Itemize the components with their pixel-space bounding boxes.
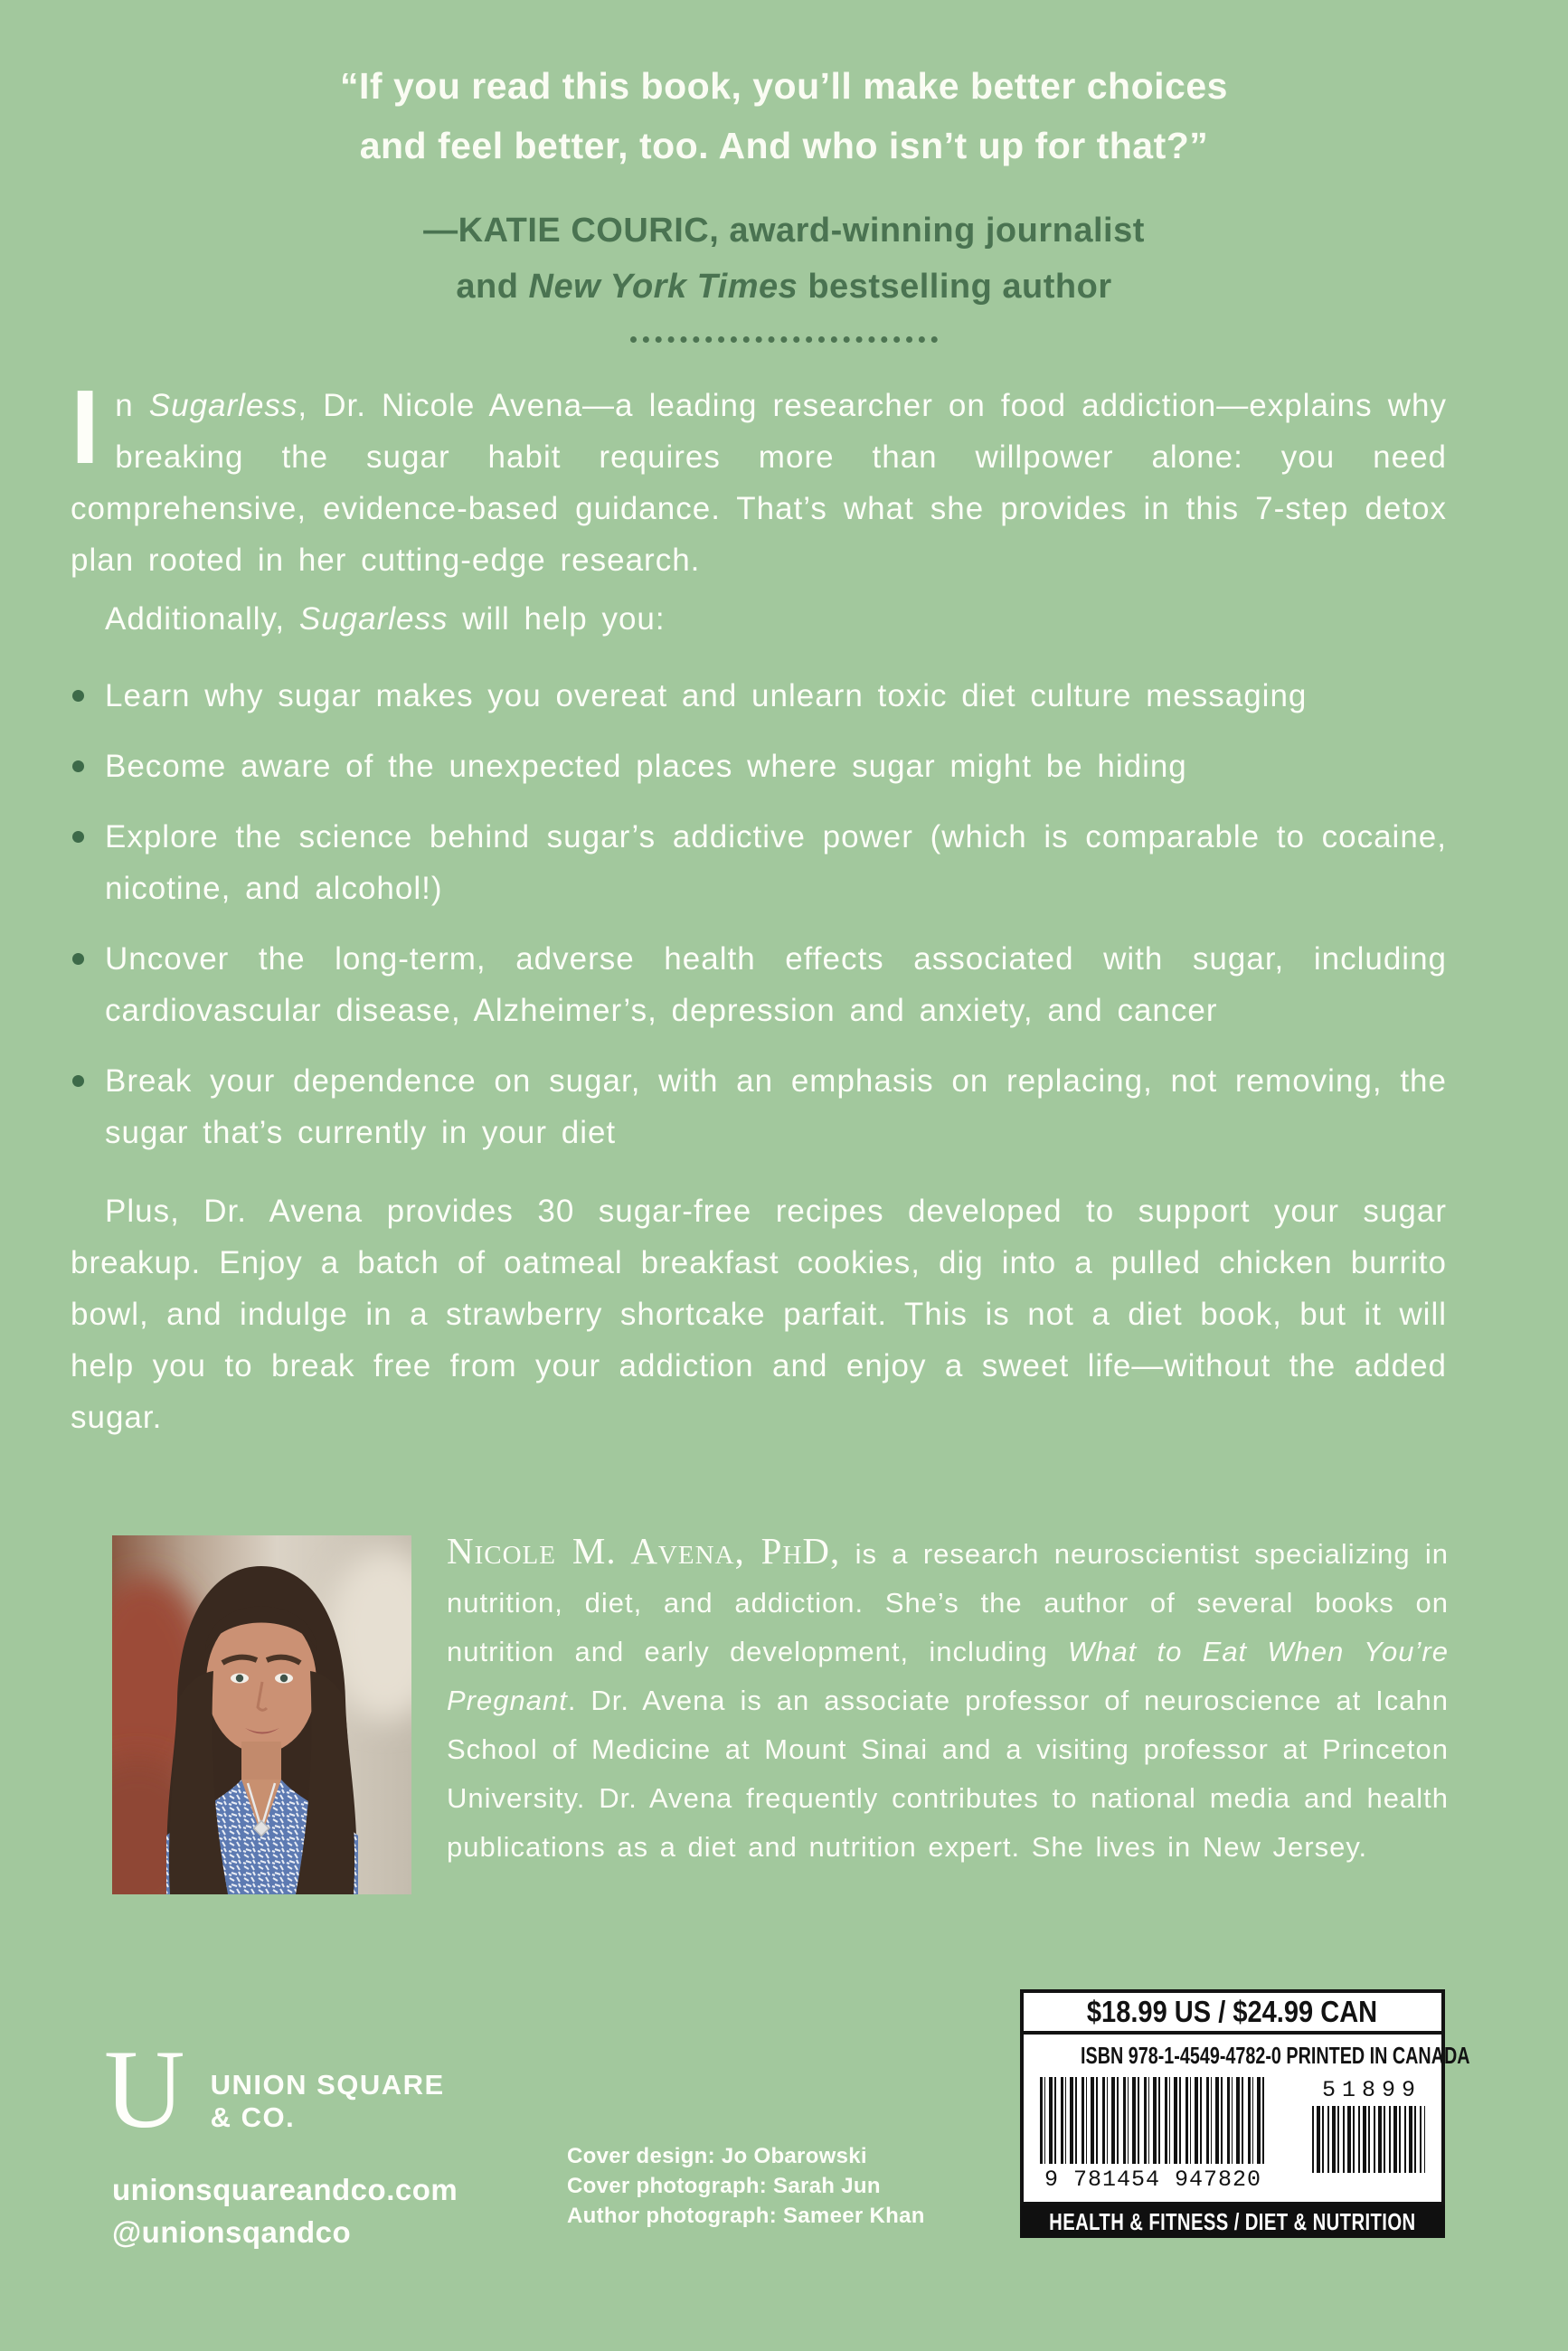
bio-pre: is a research neuroscientist specializing in nutrition, diet, and addiction. She’s the author of several books on nutrition and early development, including xyxy=(447,1538,1449,1667)
bullet-icon xyxy=(72,831,84,843)
bullet-text: Uncover the long-term, adverse health effects associated with sugar, including cardiovascular disease, Alzheimer’s, depression and anxiety, and cancer xyxy=(105,941,1447,1028)
intro-book-title: Sugarless xyxy=(148,388,298,423)
isbn-barcode-box xyxy=(1020,2035,1470,2205)
price-box xyxy=(1020,1989,1445,2035)
publisher-website: unionsquareandco.com xyxy=(112,2173,458,2206)
author-photo xyxy=(112,1535,411,1894)
bullet-text: Break your dependence on sugar, with an emphasis on replacing, not removing, the sugar that’s currently in your diet xyxy=(105,1063,1447,1150)
price-code: 51899 xyxy=(1321,2077,1422,2103)
intro-pre: n xyxy=(115,388,149,423)
publisher-links xyxy=(112,2168,458,2253)
barcode-bars-icon xyxy=(1312,2106,1425,2173)
credit-line: Cover photograph: Sarah Jun xyxy=(567,2174,881,2198)
bio-post: . Dr. Avena is an associate professor of neuroscience at Icahn School of Medicine at Mount Sinai and a visiting professor at Princeton University. Dr. Avena frequently contributes to national media and health publications as a diet and nutrition expert. She lives in New Jersey. xyxy=(447,1685,1449,1863)
list-item xyxy=(71,741,1447,792)
additionally-post: will help you: xyxy=(448,601,666,637)
quote-attribution xyxy=(72,203,1496,315)
list-item xyxy=(71,933,1447,1036)
additionally-book-title: Sugarless xyxy=(298,601,449,637)
attribution-post: bestselling author xyxy=(798,268,1112,306)
publisher-name-line-2: & CO. xyxy=(210,2101,296,2133)
list-item xyxy=(71,670,1447,722)
credit-line: Cover design: Jo Obarowski xyxy=(567,2144,867,2168)
publisher-name-line-1: UNION SQUARE xyxy=(210,2069,445,2101)
isbn-line: ISBN 978-1-4549-4782-0 PRINTED IN CANADA xyxy=(1081,2042,1470,2069)
bullet-icon xyxy=(72,953,84,965)
dropcap-letter: I xyxy=(71,368,101,486)
publisher-social-handle: @unionsqandco xyxy=(112,2215,352,2249)
bio-book-title: What to Eat When You’re Pregnant xyxy=(447,1636,1449,1716)
price-supplement-barcode xyxy=(1312,2077,1425,2173)
bullet-icon xyxy=(72,690,84,702)
ean-barcode xyxy=(1040,2077,1266,2193)
author-name: Nicole M. Avena, PhD, xyxy=(447,1530,841,1572)
endorsement-quote xyxy=(72,56,1496,175)
retail-block xyxy=(1020,1989,1470,2238)
cover-credits xyxy=(567,2141,925,2231)
attribution-line-2 xyxy=(72,259,1496,315)
intro-paragraph xyxy=(71,368,1447,586)
bullet-icon xyxy=(72,1075,84,1087)
barcode-bars-icon xyxy=(1040,2077,1266,2164)
category-text: HEALTH & FITNESS / DIET & NUTRITION xyxy=(1049,2207,1416,2235)
quote-line-1: “If you read this book, you’ll make better choices xyxy=(340,65,1228,107)
list-item xyxy=(71,1055,1447,1158)
barcode-number: 9 781454 947820 xyxy=(1044,2167,1262,2193)
bullet-text: Learn why sugar makes you overeat and unlearn toxic diet culture messaging xyxy=(105,678,1308,713)
barcode-row xyxy=(1033,2077,1432,2193)
attribution-line-1: —KATIE COURIC, award-winning journalist xyxy=(423,212,1145,250)
additionally-line xyxy=(71,593,1447,645)
author-section xyxy=(112,1530,1449,1894)
publisher-logo xyxy=(104,2027,445,2151)
attribution-pre: and xyxy=(456,268,529,306)
union-square-u-icon: U xyxy=(104,2027,185,2151)
bullet-icon xyxy=(72,760,84,772)
recipes-paragraph: Plus, Dr. Avena provides 30 sugar-free recipes developed to support your sugar breakup. Enjoy a batch of oatmeal breakfast cookies, dig into a pulled chicken burrito bowl, and indulge in a strawberry shortcake parfait. This is not a diet book, but it will help you to break free from your addiction and enjoy a sweet life—without the added sugar. xyxy=(71,1194,1447,1435)
intro-rest: , Dr. Nicole Avena—a leading researcher on food addiction—explains why breaking the sugar habit requires more than willpower alone: you need comprehensive, evidence-based guidance. That’s what she provides in this 7-step detox plan rooted in her cutting-edge research. xyxy=(71,388,1447,578)
price-text: $18.99 US / $24.99 CAN xyxy=(1087,1995,1378,2028)
credit-line: Author photograph: Sameer Khan xyxy=(567,2204,925,2228)
author-bio xyxy=(447,1526,1449,1872)
additionally-pre: Additionally, xyxy=(105,601,299,637)
list-item xyxy=(71,811,1447,914)
author-portrait-illustration xyxy=(112,1535,411,1894)
publisher-name xyxy=(211,2069,445,2139)
bullet-text: Explore the science behind sugar’s addictive power (which is comparable to cocaine, nicotine, and alcohol!) xyxy=(105,819,1447,906)
benefits-list xyxy=(71,670,1447,1158)
quote-line-2: and feel better, too. And who isn’t up for that?” xyxy=(359,125,1209,166)
bullet-text: Become aware of the unexpected places where sugar might be hiding xyxy=(105,749,1187,784)
category-bar xyxy=(1020,2205,1445,2238)
attribution-italic-title: New York Times xyxy=(528,268,798,306)
dotted-divider xyxy=(630,336,938,343)
back-cover-copy xyxy=(71,368,1447,1443)
